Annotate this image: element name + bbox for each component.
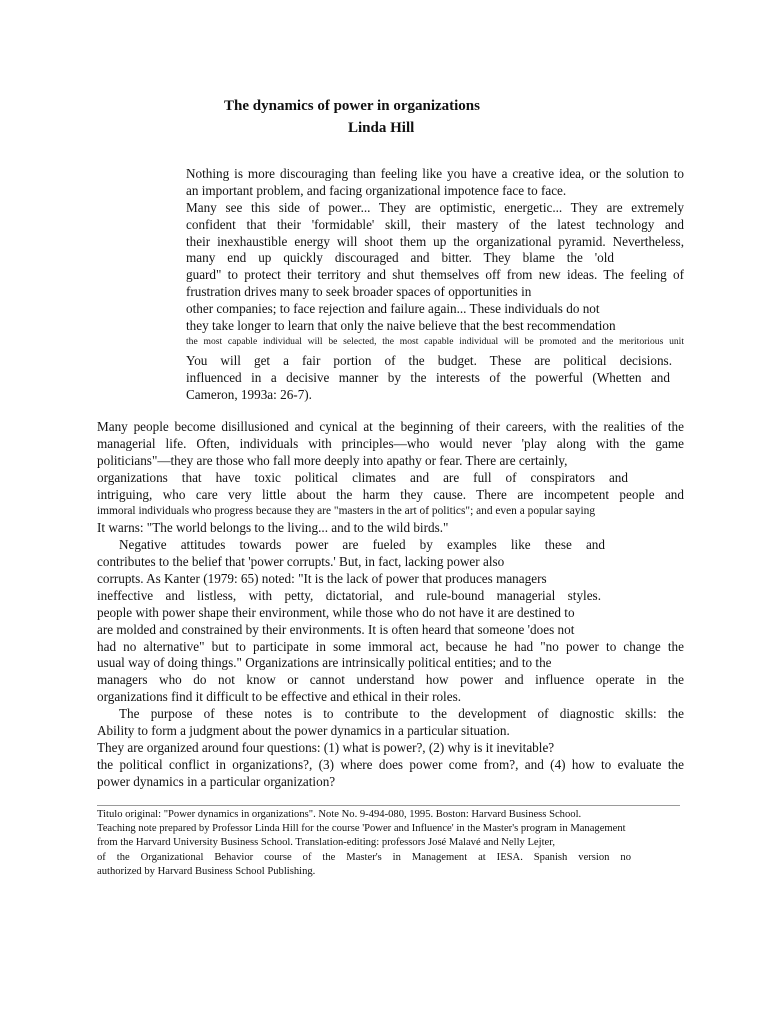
quote-line: an important problem, and facing organizational impotence face to face. bbox=[186, 182, 567, 198]
body-line: the political conflict in organizations?, (3) where does power come from?, and (4) how to evaluate the bbox=[97, 756, 684, 772]
quote-line: Cameron, 1993a: 26-7). bbox=[186, 386, 312, 402]
body-line: The purpose of these notes is to contribute to the development of diagnostic skills: the bbox=[119, 706, 684, 722]
body-line: had no alternative" but to participate in some immoral act, because he had "no power to change the bbox=[97, 638, 684, 654]
opening-quote bbox=[186, 166, 684, 404]
footnote-line: of the Organizational Behavior course of the Master's in Management at IESA. Spanish version no bbox=[97, 851, 631, 863]
body-line: It warns: "The world belongs to the living... and to the wild birds." bbox=[97, 520, 449, 536]
footnote-line: authorized by Harvard Business School Publishing. bbox=[97, 865, 316, 877]
body-line: Many people become disillusioned and cynical at the beginning of their careers, with the realities of the bbox=[97, 419, 684, 434]
body-line: corrupts. As Kanter (1979: 65) noted: "It is the lack of power that produces managers bbox=[97, 571, 547, 587]
document-author: Linda Hill bbox=[348, 120, 415, 136]
quote-line: other companies; to face rejection and failure again... These individuals do not bbox=[186, 301, 600, 317]
body-line: usual way of doing things." Organizations are intrinsically political entities; and to the bbox=[97, 655, 552, 671]
body-line: are molded and constrained by their environments. It is often heard that someone 'does not bbox=[97, 621, 575, 637]
quote-line: many end up quickly discouraged and bitter. They blame the 'old bbox=[186, 250, 614, 266]
body-line: people with power shape their environment, while those who do not have it are destined to bbox=[97, 604, 575, 620]
body-line: ineffective and listless, with petty, dictatorial, and rule-bound managerial styles. bbox=[97, 587, 601, 603]
body-line: They are organized around four questions: (1) what is power?, (2) why is it inevitable? bbox=[97, 739, 555, 755]
footnote-line: Titulo original: "Power dynamics in organizations". Note No. 9-494-080, 1995. Boston: Harvard Business School. bbox=[97, 809, 582, 820]
quote-line: frustration drives many to seek broader spaces of opportunities in bbox=[186, 284, 532, 300]
body-line: managerial life. Often, individuals with principles—who would never 'play along with the game bbox=[97, 435, 684, 451]
footnote bbox=[97, 808, 667, 879]
quote-line: the most capable individual will be selected, the most capable individual will be promoted and the meritorious unit bbox=[186, 335, 684, 347]
body-line: organizations that have toxic political climates and are full of conspirators and bbox=[97, 469, 628, 485]
footnote-divider bbox=[97, 805, 680, 806]
quote-line: You will get a fair portion of the budget. These are political decisions. bbox=[186, 352, 672, 368]
footnote-line: Teaching note prepared by Professor Linda Hill for the course 'Power and Influence' in the Master's program in Management bbox=[97, 823, 626, 835]
quote-line: confident that their 'formidable' skill, their mastery of the latest technology and bbox=[186, 216, 684, 232]
body-line: politicians"—they are those who fall more deeply into apathy or fear. There are certainly, bbox=[97, 452, 568, 468]
quote-line: they take longer to learn that only the naive believe that the best recommendation bbox=[186, 318, 616, 334]
body-line: immoral individuals who progress because they are "masters in the art of politics"; and even a popular saying bbox=[97, 505, 596, 518]
body-line: organizations find it difficult to be effective and ethical in their roles. bbox=[97, 689, 462, 705]
body-line: intriguing, who care very little about the harm they cause. There are incompetent people and bbox=[97, 486, 684, 502]
quote-line: influenced in a decisive manner by the interests of the powerful (Whetten and bbox=[186, 369, 670, 385]
document-title: The dynamics of power in organizations bbox=[224, 98, 480, 114]
body-line: power dynamics in a particular organization? bbox=[97, 773, 336, 789]
body-line: Negative attitudes towards power are fueled by examples like these and bbox=[119, 537, 605, 553]
body-line: Ability to form a judgment about the power dynamics in a particular situation. bbox=[97, 723, 510, 739]
body-line: contributes to the belief that 'power corrupts.' But, in fact, lacking power also bbox=[97, 554, 505, 570]
footnote-line: from the Harvard University Business School. Translation-editing: professors José Malavé and Nelly Lejter, bbox=[97, 837, 555, 849]
quote-line: guard" to protect their territory and shut themselves off from new ideas. The feeling of bbox=[186, 267, 684, 283]
body-text bbox=[97, 419, 684, 791]
body-line: managers who do not know or cannot understand how power and influence operate in the bbox=[97, 672, 684, 688]
quote-line: Nothing is more discouraging than feeling like you have a creative idea, or the solution to bbox=[186, 166, 684, 181]
quote-line: Many see this side of power... They are optimistic, energetic... They are extremely bbox=[186, 199, 684, 215]
quote-line: their inexhaustible energy will shoot them up the organizational pyramid. Nevertheless, bbox=[186, 233, 684, 249]
